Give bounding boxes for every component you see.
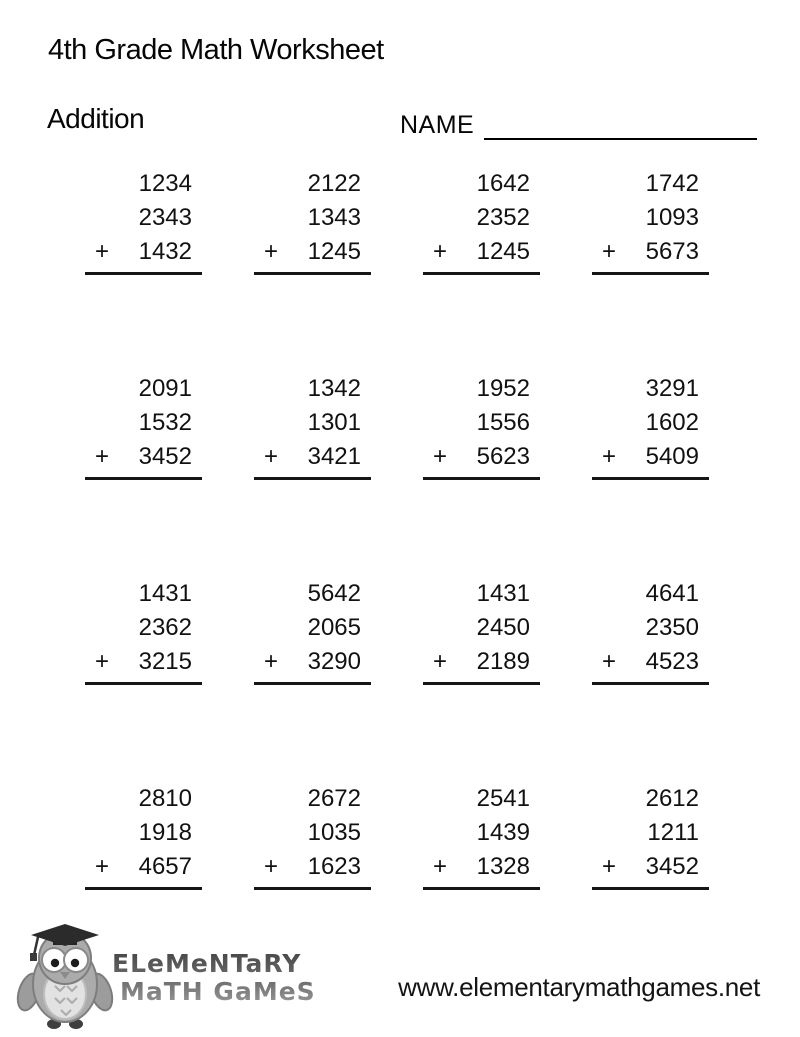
plus-operator: +: [95, 238, 110, 265]
addend-3: 3452: [138, 443, 192, 470]
addend-1: 1431: [476, 580, 530, 607]
plus-operator: +: [602, 853, 617, 880]
addend-3: 4657: [138, 853, 192, 880]
plus-operator: +: [433, 648, 448, 675]
plus-operator: +: [602, 238, 617, 265]
addition-problem-9: [85, 577, 202, 685]
addend-2: 2065: [307, 614, 361, 641]
addend-1: 1742: [645, 170, 699, 197]
addend-1: 2672: [307, 785, 361, 812]
addition-problem-5: [85, 372, 202, 480]
addend-3: 3452: [645, 853, 699, 880]
addend-1: 3291: [645, 375, 699, 402]
page-title: 4th Grade Math Worksheet: [48, 34, 384, 66]
addend-1: 2122: [307, 170, 361, 197]
owl-graduation-cap-icon: [12, 920, 118, 1037]
operator-row: [592, 440, 709, 474]
addend-3: 1623: [307, 853, 361, 880]
addend-3: 1432: [138, 238, 192, 265]
name-blank-line: [484, 110, 757, 140]
addend-2: 1602: [645, 409, 699, 436]
plus-operator: +: [602, 443, 617, 470]
addend-1: 1431: [138, 580, 192, 607]
operator-row: [592, 645, 709, 679]
addition-problem-11: [423, 577, 540, 685]
addend-1: 1952: [476, 375, 530, 402]
plus-operator: +: [602, 648, 617, 675]
operator-row: [85, 850, 202, 884]
operator-row: [85, 440, 202, 474]
operator-row: [254, 645, 371, 679]
addition-problem-10: [254, 577, 371, 685]
operator-row: [592, 850, 709, 884]
addend-1: 5642: [307, 580, 361, 607]
addition-problem-7: [423, 372, 540, 480]
addend-3: 3290: [307, 648, 361, 675]
logo-text-line1: ELeMeNTaRY: [112, 949, 302, 978]
addend-1: 2091: [138, 375, 192, 402]
addend-1: 2541: [476, 785, 530, 812]
addend-1: 1342: [307, 375, 361, 402]
addend-3: 2189: [476, 648, 530, 675]
addend-1: 1234: [138, 170, 192, 197]
addend-3: 1328: [476, 853, 530, 880]
addition-problem-15: [423, 782, 540, 890]
addition-problem-8: [592, 372, 709, 480]
plus-operator: +: [264, 443, 279, 470]
plus-operator: +: [95, 853, 110, 880]
addend-2: 1918: [138, 819, 192, 846]
operator-row: [254, 440, 371, 474]
addend-1: 4641: [645, 580, 699, 607]
addition-problem-3: [423, 167, 540, 275]
addend-3: 5623: [476, 443, 530, 470]
section-title: Addition: [47, 103, 145, 134]
addend-2: 1093: [645, 204, 699, 231]
addend-2: 1556: [476, 409, 530, 436]
addition-problem-6: [254, 372, 371, 480]
addend-3: 1245: [476, 238, 530, 265]
plus-operator: +: [264, 238, 279, 265]
problems-grid: [85, 167, 761, 890]
addition-problem-14: [254, 782, 371, 890]
operator-row: [423, 235, 540, 269]
addend-2: 1301: [307, 409, 361, 436]
name-row: [400, 110, 757, 140]
addend-3: 3421: [307, 443, 361, 470]
operator-row: [254, 850, 371, 884]
addend-1: 2810: [138, 785, 192, 812]
operator-row: [423, 645, 540, 679]
addend-2: 2350: [645, 614, 699, 641]
plus-operator: +: [433, 443, 448, 470]
addition-problem-4: [592, 167, 709, 275]
addend-3: 4523: [645, 648, 699, 675]
logo: [12, 920, 316, 1037]
operator-row: [254, 235, 371, 269]
addend-2: 1439: [476, 819, 530, 846]
logo-text: [112, 950, 316, 1006]
addend-1: 1642: [476, 170, 530, 197]
addend-1: 2612: [645, 785, 699, 812]
plus-operator: +: [95, 443, 110, 470]
addend-2: 2352: [476, 204, 530, 231]
operator-row: [85, 235, 202, 269]
addend-2: 1211: [647, 819, 699, 846]
addition-problem-1: [85, 167, 202, 275]
addition-problem-16: [592, 782, 709, 890]
addition-problem-12: [592, 577, 709, 685]
operator-row: [592, 235, 709, 269]
addition-problem-13: [85, 782, 202, 890]
addend-3: 5673: [645, 238, 699, 265]
addend-2: 1035: [307, 819, 361, 846]
addend-2: 1343: [307, 204, 361, 231]
addend-2: 2343: [138, 204, 192, 231]
addend-3: 3215: [138, 648, 192, 675]
plus-operator: +: [95, 648, 110, 675]
addend-3: 1245: [307, 238, 361, 265]
plus-operator: +: [264, 648, 279, 675]
addend-2: 2362: [138, 614, 192, 641]
operator-row: [423, 440, 540, 474]
plus-operator: +: [433, 853, 448, 880]
website-url: www.elementarymathgames.net: [398, 972, 760, 1002]
addend-3: 5409: [645, 443, 699, 470]
name-label: NAME: [400, 111, 475, 139]
operator-row: [423, 850, 540, 884]
logo-text-line2: MaTH GaMeS: [120, 977, 316, 1006]
addition-problem-2: [254, 167, 371, 275]
addend-2: 1532: [138, 409, 192, 436]
addend-2: 2450: [476, 614, 530, 641]
operator-row: [85, 645, 202, 679]
plus-operator: +: [264, 853, 279, 880]
plus-operator: +: [433, 238, 448, 265]
